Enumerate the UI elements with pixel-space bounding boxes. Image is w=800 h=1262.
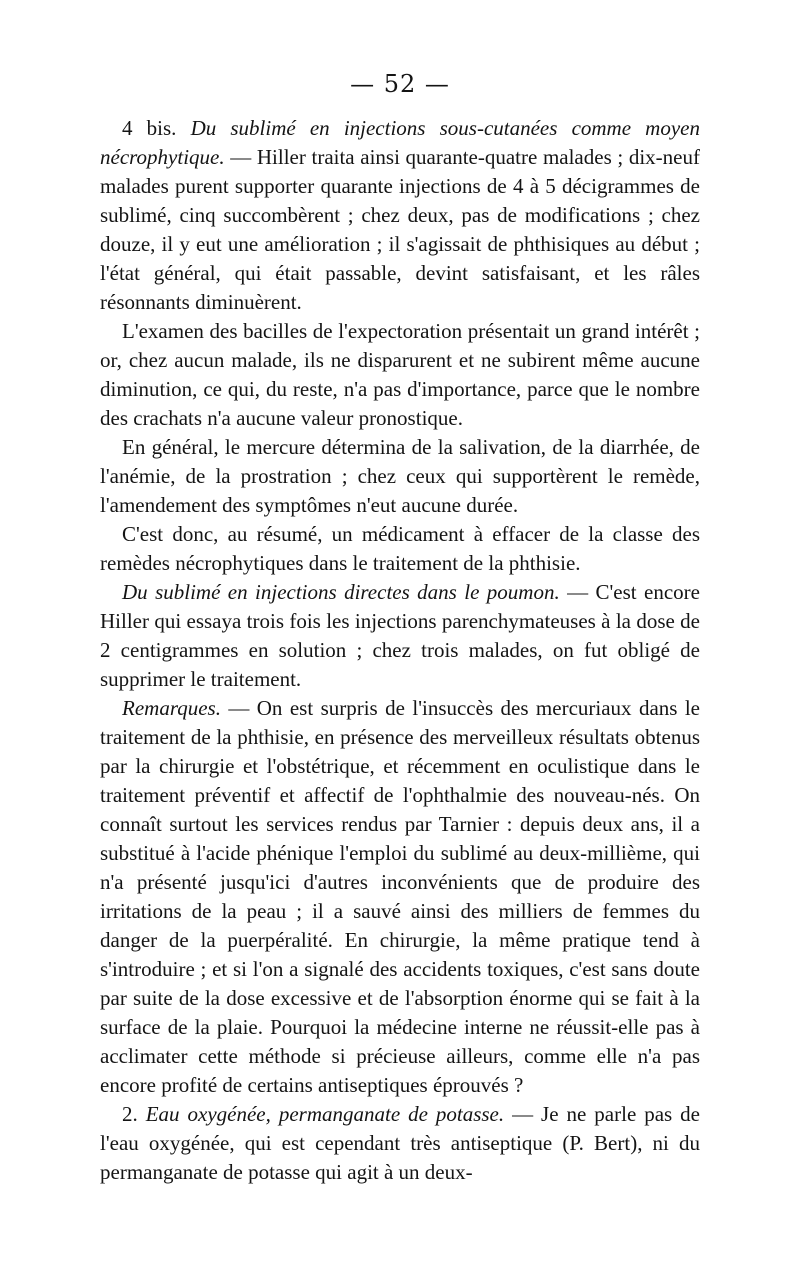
paragraph-text: L'examen des bacilles de l'expectoration présentait un grand intérêt ; or, chez aucun malade, ils ne disparurent et ne subirent même aucune diminution, ce qui, du reste, n'a pas d'importance, parce que le nombre des crachats n'a aucune valeur pronostique. (100, 319, 700, 430)
paragraph-text: C'est donc, au résumé, un médicament à effacer de la classe des remèdes nécrophytiques dans le traitement de la phthisie. (100, 522, 700, 575)
paragraph-oxygenated-water (100, 1100, 700, 1187)
paragraph-text: — Hiller traita ainsi quarante-quatre malades ; dix-neuf malades purent supporter quarante injections de 4 à 5 décigrammes de sublimé, cinq succombèrent ; chez deux, pas de modifications ; chez douze, il y eut une amélioration ; il s'agissait de phthisiques au début ; l'état général, qui était passable, devint satisfaisant, et les râles résonnants diminuèrent. (100, 145, 700, 314)
section-title: Du sublimé en injections sous-cutanées comme moyen nécrophytique. (100, 116, 700, 169)
paragraph-bacilli-exam (100, 317, 700, 433)
section-title: Du sublimé en injections directes dans le poumon. (122, 580, 560, 604)
book-page (100, 70, 700, 1187)
paragraph-text: — C'est encore Hiller qui essaya trois fois les injections parenchymateuses à la dose de 2 centigrammes en solution ; chez trois malades, on fut obligé de supprimer le traitement. (100, 580, 700, 691)
paragraph-remarks (100, 694, 700, 1100)
paragraph-text: En général, le mercure détermina de la salivation, de la diarrhée, de l'anémie, de la prostration ; chez ceux qui supportèrent le remède, l'amendement des symptômes n'eut aucune durée. (100, 435, 700, 517)
paragraph-mercury-effects (100, 433, 700, 520)
paragraph-text: — Je ne parle pas de l'eau oxygénée, qui est cependant très antiseptique (P. Bert), ni du permanganate de potasse qui agit à un deux- (100, 1102, 700, 1184)
section-number: 4 bis. (122, 116, 191, 140)
paragraph-direct-injections (100, 578, 700, 694)
paragraph-text: — On est surpris de l'insuccès des mercuriaux dans le traitement de la phthisie, en présence des merveilleux résultats obtenus par la chirurgie et l'obstétrique, et récemment en oculistique dans le traitement préventif et affectif de l'ophthalmie des nouveau-nés. On connaît surtout les services rendus par Tarnier : depuis deux ans, il a substitué à l'acide phénique l'emploi du sublimé au deux-millième, qui n'a présenté jusqu'ici d'autres inconvénients que de produire des irritations de la peau ; il a sauvé ainsi des milliers de femmes du danger de la puerpéralité. En chirurgie, la même pratique tend à s'introduire ; et si l'on a signalé des accidents toxiques, c'est sans doute par suite de la dose excessive et de l'absorption énorme qui se fait à la surface de la plaie. Pourquoi la médecine interne ne réussit-elle pas à acclimater cette méthode si précieuse ailleurs, comme elle n'a pas encore profité de certains antiseptiques éprouvés ? (100, 696, 700, 1097)
paragraph-sublime-subcutaneous (100, 114, 700, 317)
section-title: Remarques. (122, 696, 221, 720)
page-number: — 52 — (350, 70, 450, 98)
section-number: 2. (122, 1102, 146, 1126)
section-title: Eau oxygénée, permanganate de potasse. (145, 1102, 505, 1126)
paragraph-summary (100, 520, 700, 578)
